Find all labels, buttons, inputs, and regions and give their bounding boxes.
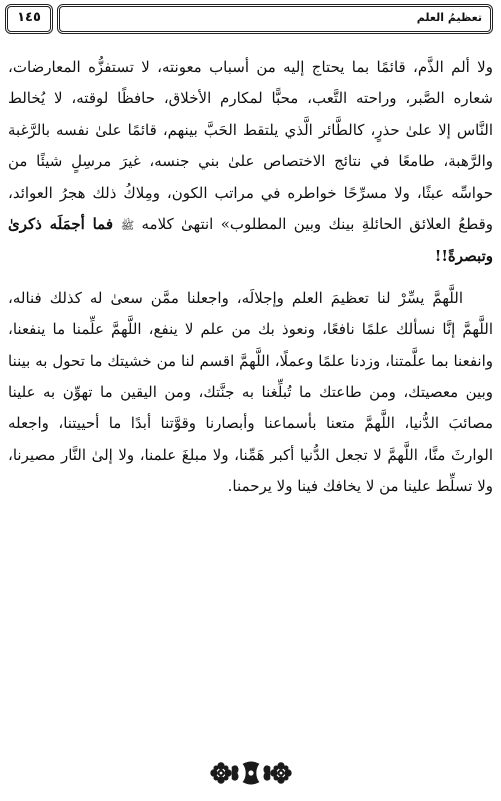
salutation-glyph: ﷺ <box>120 219 135 233</box>
floral-divider-icon <box>209 758 293 788</box>
paragraph-1 <box>8 52 493 273</box>
page-header <box>7 6 493 36</box>
paragraph-1-text: ولا ألم الذَّم، قائمًا بما يحتاج إليه من أسباب معونته، لا تستفزُّه المعارضات، شعاره الصَّبر، وراحته التَّعب، محبًّا لمكارم الأخلاق، حافظًا لوقته، لا يُخالط النَّاس إلا علىٰ حذرٍ، كالطَّائر الَّذي يلتقط الحَبَّ بينهم، قائمًا علىٰ نفسه بالرَّغبة والرَّهبة، طامعًا في نتائج الاختصاص علىٰ بني جنسه، غيرَ مرسِلٍ شيئًا من حواسِّه عبثًا، ولا مسرِّحًا خواطره في مراتب الكون، ومِلاكُ ذلك هجرُ العوائد، وقطعُ العلائق الحائلةِ بينك وبين المطلوب» انتهىٰ كلامه <box>8 58 493 234</box>
page-number: ١٤٥ <box>17 10 41 25</box>
paragraph-2-text: اللَّهمَّ يسِّرْ لنا تعظيمَ العلم وإجلالَه، واجعلنا ممَّن سعىٰ له كذلك فناله، اللَّهمَّ إنَّا نسألك علمًا نافعًا، ونعوذ بك من علم لا ينفع، اللَّهمَّ علِّمنا ما ينفعنا، وانفعنا بما علَّمتنا، وزدنا علمًا وعملًا، اللَّهمَّ اقسم لنا من خشيتك ما تحول به بيننا وبين معصيتك، ومن طاعتك ما تُبلِّغنا به جنَّتك، ومن اليقين ما تهوِّن به علينا مصائبَ الدُّنيا، اللَّهمَّ متعنا بأسماعنا وأبصارنا وقوَّتنا أبدًا ما أحييتنا، واجعله الوارثَ منَّا، اللَّهمَّ لا تجعل الدُّنيا أكبر هَمِّنا، ولا مبلغَ علمنا، ولا إلىٰ النَّار مصيرنا، ولا تسلِّط علينا من لا يخافك فينا ولا يرحمنا. <box>8 288 493 496</box>
running-title: تعظيمُ العلم <box>416 11 482 24</box>
page-number-box <box>7 6 51 32</box>
paragraph-1-closing: فما أجمَلَه ذكرىٰ وتبصرةً!! <box>8 215 493 266</box>
running-title-box <box>59 6 491 32</box>
page-body <box>8 52 493 503</box>
paragraph-2 <box>8 283 493 503</box>
